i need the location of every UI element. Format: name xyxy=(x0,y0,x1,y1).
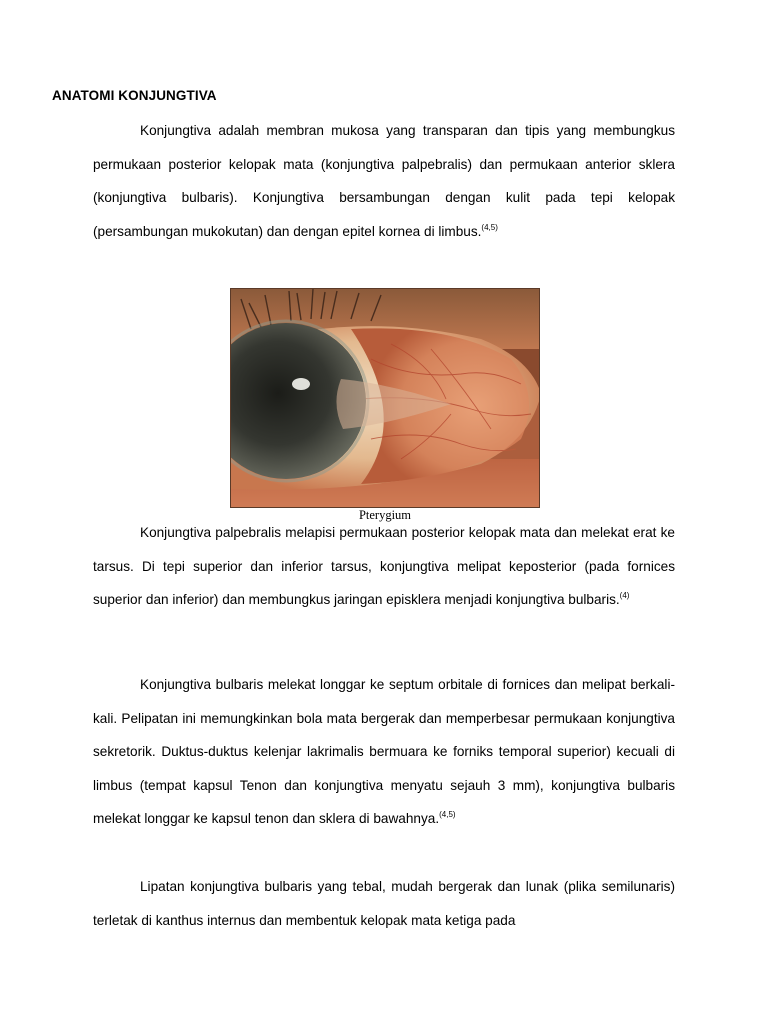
paragraph-2-reference: (4) xyxy=(619,591,630,600)
paragraph-4-text: Lipatan konjungtiva bulbaris yang tebal, mudah bergerak dan lunak (plika semilunaris) terletak di kanthus internus dan membentuk kelopak mata ketiga pada xyxy=(93,879,675,928)
paragraph-2-text: Konjungtiva palpebralis melapisi permukaan posterior kelopak mata dan melekat erat ke tarsus. Di tepi superior dan inferior tarsus, konjungtiva melipat keposterior (pada fornices superior dan inferior) dan membungkus jaringan episklera menjadi konjungtiva bulbaris. xyxy=(93,525,675,607)
paragraph-3-reference: (4,5) xyxy=(439,810,456,819)
paragraph-1-reference: (4,5) xyxy=(481,222,498,232)
section-heading: ANATOMI KONJUNGTIVA xyxy=(52,88,217,103)
paragraph-1 xyxy=(93,114,675,248)
figure-pterygium xyxy=(230,288,540,522)
paragraph-3 xyxy=(93,668,675,836)
paragraph-3-text: Konjungtiva bulbaris melekat longgar ke septum orbitale di fornices dan melipat berkali-kali. Pelipatan ini memungkinkan bola mata bergerak dan memperbesar permukaan konjungtiva sekretorik. Duktus-duktus kelenjar lakrimalis bermuara ke forniks temporal superior) kecuali di limbus (tempat kapsul Tenon dan konjungtiva menyatu sejauh 3 mm), konjungtiva bulbaris melekat longgar ke kapsul tenon dan sklera di bawahnya. xyxy=(93,677,675,826)
paragraph-2 xyxy=(93,516,675,617)
paragraph-1-text: Konjungtiva adalah membran mukosa yang transparan dan tipis yang membungkus permukaan posterior kelopak mata (konjungtiva palpebralis) dan permukaan anterior sklera (konjungtiva bulbaris). Konjungtiva bersambungan dengan kulit pada tepi kelopak (persambungan mukokutan) dan dengan epitel kornea di limbus. xyxy=(93,123,675,239)
paragraph-4 xyxy=(93,870,675,937)
figure-caption: Pterygium xyxy=(358,508,412,522)
pterygium-photo xyxy=(230,288,540,508)
